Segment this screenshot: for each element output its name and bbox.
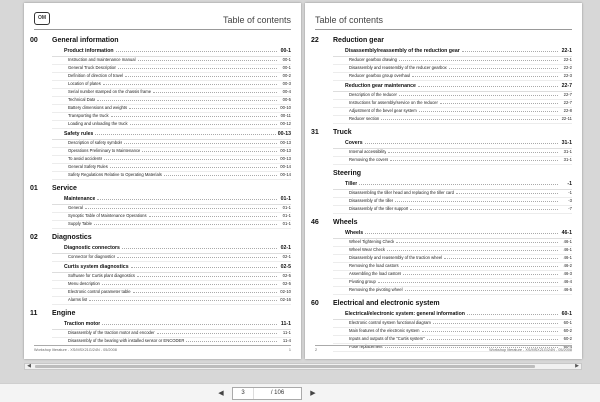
toc-entry-label: General Safety Rules [68,164,108,169]
viewer-toolbar [0,383,600,402]
toc-entry-label: Disassembly of the bearing with installed sensor or ENCODER [68,338,185,343]
left-page [24,3,301,359]
toc-entry[interactable] [52,172,291,180]
toc-entry-page: 46-5 [563,287,572,292]
toc-entry[interactable] [52,121,291,129]
brand-logo: OM [34,12,50,25]
dot-leader [387,248,558,251]
toc-entry[interactable] [333,57,572,65]
toc-entry-page: 00-11 [280,113,291,118]
toc-entry-page: 46-2 [563,263,572,268]
toc-entry-page: 01-1 [282,221,291,226]
toc-entry-label: Inputs and outputs of the "Curtis system" [349,336,425,341]
dot-leader [149,214,277,217]
dot-leader [85,206,277,209]
toc-entry-label: Wheel Wear Check [349,247,385,252]
toc-entry-page: 22-1 [563,57,572,62]
toc-entry-label: Connector for diagnostics [68,254,116,259]
toc-group-page: 02-1 [280,245,291,251]
toc-entry-page: 22-7 [563,92,572,97]
toc-group-page: 22-7 [561,83,572,89]
toc-group-page: 46-1 [561,230,572,236]
toc-entry-page: 46-3 [563,271,572,276]
toc-entry-label: Wheel Tightening Check [349,239,395,244]
toc-entry[interactable] [333,65,572,73]
toc-group-page: 00-1 [280,48,291,54]
toc-entry[interactable] [333,279,572,287]
table-of-contents [311,37,572,352]
toc-entry[interactable] [333,198,572,206]
dot-leader [164,173,277,176]
toc-entry[interactable] [52,205,291,213]
toc-group[interactable] [333,140,572,149]
toc-entry-page: 00-1 [282,57,291,62]
toc-group[interactable] [52,264,291,273]
section-title: Service [52,185,77,192]
toc-entry[interactable] [333,336,572,344]
dot-leader [116,49,277,52]
toc-entry[interactable] [52,164,291,172]
toc-entry-page: 11-4 [282,338,291,343]
dot-leader [138,58,277,61]
toc-entry-label: Reducer gearbox group overhaul [349,73,411,78]
toc-group-label: Product information [64,48,114,54]
toc-entry-page: 02-1 [282,254,291,259]
toc-entry[interactable] [333,328,572,336]
toc-group-label: Tiller [345,181,358,187]
toc-entry-page: 31-1 [563,149,572,154]
toc-entry-label: Reducer section [349,116,380,121]
toc-entry-page: 46-1 [563,255,572,260]
section-heading [311,129,572,138]
section-title: Engine [52,310,76,317]
toc-entry[interactable] [333,190,572,198]
toc-entry-label: Synoptic Table of Maintenance Operations [68,213,147,218]
toc-group-label: Reduction gear maintenance [345,83,416,89]
section-title: Truck [333,129,352,136]
dot-leader [359,182,558,185]
dot-leader [157,331,277,334]
dot-leader [378,280,558,283]
dot-leader [125,74,277,77]
section-heading [311,37,572,46]
section-heading [311,300,572,309]
footer-page-number: 2 [315,348,318,352]
toc-entry-page: -1 [568,190,572,195]
toc-entry-label: Removing the covers [349,157,389,162]
toc-group-page: 31-1 [561,140,572,146]
toc-group-label: Covers [345,140,363,146]
toc-group-label: Wheels [345,230,364,236]
dot-leader [94,222,277,225]
toc-entry-label: To avoid accidents [68,156,103,161]
dot-leader [365,231,558,234]
toc-entry[interactable] [52,113,291,121]
dot-leader [133,290,277,293]
section-title: Wheels [333,219,358,226]
toc-entry-page: 00-3 [282,81,291,86]
toc-group-label: Maintenance [64,196,96,202]
section-number: 00 [30,37,38,44]
toc-group[interactable] [52,48,291,57]
toc-entry-page: -7 [568,206,572,211]
toc-entry-page: 01-1 [282,213,291,218]
toc-entry-page: 22-8 [563,108,572,113]
toc-entry-page: 60-2 [563,328,572,333]
scroll-left-icon[interactable]: ◀ [27,363,31,369]
page-number-input[interactable]: 3 [233,388,254,399]
toc-entry-label: Battery dimensions and weights [68,105,128,110]
section-heading [30,234,291,243]
dot-leader [422,329,558,332]
toc-entry-page: 22-11 [561,116,572,121]
dot-leader [444,256,558,259]
toc-entry-label: Electronic control parameter table [68,289,131,294]
toc-entry[interactable] [333,108,572,116]
dot-leader [412,74,558,77]
toc-group[interactable] [333,83,572,92]
dot-leader [462,49,558,52]
toc-entry-page: 46-1 [563,247,572,252]
toc-entry[interactable] [52,73,291,81]
page-footer [315,345,572,354]
toc-entry-label: Loading and unloading the truck [68,121,128,126]
dot-leader [104,157,277,160]
toc-entry-page: 00-12 [280,121,291,126]
toc-entry-label: Alarms list [68,297,88,302]
toc-entry-page: 02-16 [280,297,291,302]
toc-group-page: -1 [567,181,572,187]
dot-leader [390,158,558,161]
dot-leader [110,165,277,168]
toc-group-label: Traction motor [64,321,101,327]
table-of-contents [30,37,291,346]
section-number: 31 [311,129,319,136]
toc-entry[interactable] [52,57,291,65]
toc-entry[interactable] [52,330,291,338]
toc-group[interactable] [52,245,291,254]
dot-leader [399,93,558,96]
toc-entry-label: Technical Data [68,97,96,102]
toc-entry[interactable] [333,206,572,214]
toc-entry[interactable] [333,239,572,247]
toc-group[interactable] [333,181,572,190]
toc-entry-label: Electronic control system functional diagram [349,320,431,325]
toc-entry-label: Disassembly of the tiller support [349,206,409,211]
toc-entry[interactable] [333,157,572,165]
toc-group[interactable] [333,311,572,320]
toc-group-page: 22-1 [561,48,572,54]
toc-entry[interactable] [52,89,291,97]
section-title: Steering [333,170,362,177]
section-number: 02 [30,234,38,241]
toc-group[interactable] [333,48,572,57]
dot-leader [456,191,558,194]
page-header-title: Table of contents [222,15,291,25]
toc-entry[interactable] [333,92,572,100]
toc-entry[interactable] [52,140,291,148]
dot-leader [124,141,277,144]
toc-entry[interactable] [52,105,291,113]
scroll-right-icon[interactable]: ▶ [575,363,579,369]
toc-entry-page: 60-1 [563,320,572,325]
toc-entry-page: 00-5 [282,97,291,102]
dot-leader [396,240,558,243]
toc-entry[interactable] [333,255,572,263]
toc-entry-label: Definition of direction of travel [68,73,124,78]
toc-entry-page: 31-1 [563,157,572,162]
footer-document: Workshop literature - XS/MSX21G/24N - 05/2008 [34,348,117,352]
dot-leader [433,321,558,324]
dot-leader [401,264,558,267]
toc-entry[interactable] [333,271,572,279]
section-heading [30,37,291,46]
section-heading [30,310,291,319]
dot-leader [153,90,277,93]
section-number: 46 [311,219,319,226]
toc-entry-page: 00-14 [280,164,291,169]
toc-entry[interactable] [52,254,291,262]
toc-entry-page: 60-2 [563,336,572,341]
toc-entry[interactable] [52,97,291,105]
dot-leader [97,98,277,101]
toc-entry-page: 00-4 [282,89,291,94]
toc-entry-label: Disassembly and reassembly of the reducer gearbox [349,65,447,70]
toc-group-page: 02-5 [280,264,291,270]
dot-leader [102,282,277,285]
page-header-title: Table of contents [315,15,384,25]
toc-entry-label: Disassembly of the tiller [349,198,394,203]
toc-entry-label: Internal accessibility [349,149,387,154]
dot-leader [449,66,558,69]
toc-group[interactable] [333,230,572,239]
toc-entry-page: 00-1 [282,65,291,70]
toc-entry-page: 02-10 [280,289,291,294]
section-title: General information [52,37,119,44]
toc-entry[interactable] [333,247,572,255]
toc-entry-page: 46-4 [563,279,572,284]
toc-entry-label: Reducer gearbox drawing [349,57,397,62]
toc-entry-page: 00-13 [280,148,291,153]
dot-leader [410,207,558,210]
toc-entry[interactable] [52,273,291,281]
toc-entry-label: Main features of the electronic system [349,328,420,333]
dot-leader [142,149,277,152]
dot-leader [405,288,558,291]
dot-leader [399,58,558,61]
toc-entry-page: 22-3 [563,73,572,78]
dot-leader [122,246,277,249]
section-title: Reduction gear [333,37,384,44]
dot-leader [365,141,558,144]
toc-group-label: Electrical/electronic system: general information [345,311,465,317]
section-title: Diagnostics [52,234,92,241]
toc-entry-page: 00-13 [280,156,291,161]
toc-entry-label: General Truck Description [68,65,117,70]
toc-entry-label: Safety Regulations Relative to Operating Materials [68,172,162,177]
page-header [315,9,572,30]
toc-entry[interactable] [333,149,572,157]
toc-entry[interactable] [52,213,291,221]
next-page-button[interactable]: ▶ [310,390,316,397]
dot-leader [381,117,558,120]
scroll-thumb[interactable] [35,365,535,368]
toc-entry-label: Disassembly and reassembly of the traction wheel [349,255,443,260]
page-navigator[interactable] [232,387,302,400]
dot-leader [467,312,558,315]
toc-group-page: 00-13 [277,131,291,137]
toc-entry-page: 22-2 [563,65,572,70]
horizontal-scrollbar[interactable] [24,363,582,370]
section-heading [30,185,291,194]
toc-entry[interactable] [52,289,291,297]
toc-entry[interactable] [333,73,572,81]
dot-leader [103,82,277,85]
toc-entry-page: -3 [568,198,572,203]
page-total: / 106 [270,390,285,396]
toc-entry-page: 02-5 [282,281,291,286]
toc-entry-page: 00-10 [280,105,291,110]
dot-leader [418,84,558,87]
toc-group-page: 01-1 [280,196,291,202]
toc-entry-label: Location of plates [68,81,101,86]
prev-page-button[interactable]: ◀ [218,390,224,397]
section-number: 22 [311,37,319,44]
dot-leader [95,132,275,135]
toc-group[interactable] [52,196,291,205]
section-number: 01 [30,185,38,192]
toc-entry[interactable] [52,156,291,164]
toc-entry[interactable] [333,263,572,271]
dot-leader [137,274,277,277]
toc-entry[interactable] [52,65,291,73]
toc-group-page: 11-1 [280,321,291,327]
toc-entry[interactable] [52,297,291,305]
dot-leader [118,66,277,69]
toc-entry[interactable] [333,100,572,108]
toc-entry-label: Operations Preliminary to Maintenance [68,148,141,153]
toc-entry-label: Software for Curtis plant diagnostics [68,273,136,278]
page-header [34,9,291,30]
toc-entry-page: 11-1 [282,330,291,335]
dot-leader [131,265,277,268]
toc-entry[interactable] [333,116,572,124]
toc-entry-page: 60-4 [563,344,572,349]
toc-entry-label: Description of the reducer [349,92,397,97]
dot-leader [111,114,277,117]
toc-group[interactable] [52,131,291,140]
section-heading [333,170,572,179]
toc-entry-page: 46-1 [563,239,572,244]
toc-entry-page: 00-13 [280,140,291,145]
toc-entry-page: 00-14 [280,172,291,177]
toc-entry-page: 00-2 [282,73,291,78]
dot-leader [97,197,277,200]
dot-leader [102,322,277,325]
toc-group-label: Disassembly/reassembly of the reduction gear [345,48,460,54]
toc-entry-label: Supply Table [68,221,92,226]
dot-leader [419,109,558,112]
toc-entry-label: Adjustment of the bevel gear system [349,108,417,113]
dot-leader [117,255,277,258]
toc-group-label: Curtis system diagnostics [64,264,129,270]
dot-leader [129,106,277,109]
toc-entry[interactable] [52,148,291,156]
toc-group-page: 60-1 [561,311,572,317]
dot-leader [89,298,277,301]
toc-entry-label: Serial number stamped on the chassis frame [68,89,152,94]
toc-entry-label: Disassembly of the traction motor and encoder [68,330,155,335]
dot-leader [395,199,558,202]
toc-entry-page: 02-5 [282,273,291,278]
section-heading [311,219,572,228]
toc-entry-label: Pivoting group [349,279,376,284]
footer-document: Workshop literature - XS/MSX21G/24N - 05/2008 [489,348,572,352]
toc-entry-page: 01-1 [282,205,291,210]
toc-entry-label: Fuse replacement [349,344,383,349]
toc-entry-label: Transporting the truck [68,113,109,118]
dot-leader [427,337,558,340]
toc-entry-label: Menu description [68,281,100,286]
toc-entry-label: Description of safety symbols [68,140,123,145]
toc-group-label: Diagnostic connectors [64,245,120,251]
toc-entry[interactable] [333,287,572,295]
toc-entry[interactable] [52,81,291,89]
toc-entry[interactable] [333,320,572,328]
toc-entry[interactable] [52,281,291,289]
toc-entry-label: Instructions for assembly/service on the reducer [349,100,438,105]
toc-entry-page: 22-7 [563,100,572,105]
dot-leader [186,339,277,342]
right-page [305,3,582,359]
dot-leader [440,101,558,104]
footer-page-number: 1 [288,348,291,352]
dot-leader [388,150,558,153]
toc-entry[interactable] [52,221,291,229]
dot-leader [130,122,277,125]
section-number: 60 [311,300,319,307]
section-title: Electrical and electronic system [333,300,440,307]
dot-leader [403,272,558,275]
toc-entry-label: Disassembling the tiller head and replacing the tiller card [349,190,454,195]
section-number: 11 [30,310,38,317]
toc-entry-label: Instruction and maintenance manual [68,57,136,62]
toc-entry-label: Removing the load castors [349,263,399,268]
toc-entry-label: Assembling the load castors [349,271,402,276]
toc-entry-label: Removing the pivoting wheel [349,287,403,292]
toc-group[interactable] [52,321,291,330]
toc-group-label: Safety rules [64,131,94,137]
toc-entry-label: General [68,205,83,210]
page-footer [34,345,291,354]
